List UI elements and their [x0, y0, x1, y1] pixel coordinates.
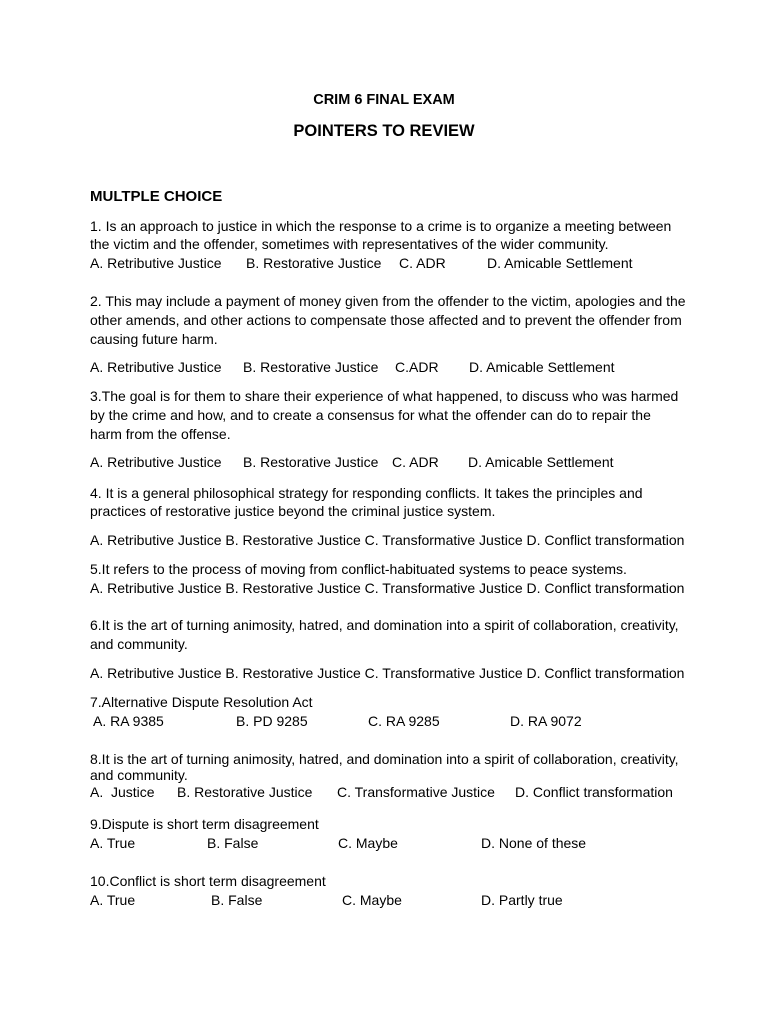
question-8-line-1: 8.It is the art of turning animosity, hatred, and domination into a spirit of collaboration, creativity,	[90, 751, 679, 767]
question-8-option-d: D. Conflict transformation	[515, 784, 673, 800]
question-3-option-b: B. Restorative Justice	[243, 454, 379, 470]
section-heading: MULTPLE CHOICE	[90, 188, 223, 205]
question-10-option-a: A. True	[90, 892, 136, 908]
question-10-line-1: 10.Conflict is short term disagreement	[90, 873, 326, 889]
question-10-option-b: B. False	[211, 892, 263, 908]
question-3-option-c: C. ADR	[392, 454, 439, 470]
question-2-option-b: B. Restorative Justice	[243, 359, 379, 375]
question-2-option-c: C.ADR	[395, 359, 439, 375]
question-10-option-c: C. Maybe	[342, 892, 402, 908]
question-7-option-a: A. RA 9385	[93, 713, 164, 729]
question-4-line-2: practices of restorative justice beyond the criminal justice system.	[90, 503, 496, 519]
question-1-option-b: B. Restorative Justice	[246, 255, 382, 271]
question-8-option-a: A. Justice	[90, 784, 155, 800]
question-7-option-c: C. RA 9285	[368, 713, 440, 729]
question-6-options: A. Retributive Justice B. Restorative Justice C. Transformative Justice D. Conflict transformation	[90, 665, 685, 681]
question-8-option-c: C. Transformative Justice	[337, 784, 495, 800]
page-title: POINTERS TO REVIEW	[293, 122, 475, 140]
question-2-option-a: A. Retributive Justice	[90, 359, 222, 375]
question-3-line-3: harm from the offense.	[90, 426, 231, 442]
question-5-line-1: 5.It refers to the process of moving from conflict-habituated systems to peace systems.	[90, 561, 627, 577]
question-2-line-2: other amends, and other actions to compensate those affected and to prevent the offender from	[90, 312, 682, 328]
question-1-line-2: the victim and the offender, sometimes with representatives of the wider community.	[90, 236, 609, 252]
question-9-option-d: D. None of these	[481, 835, 587, 851]
question-4-line-1: 4. It is a general philosophical strategy for responding conflicts. It takes the principles and	[90, 485, 643, 501]
question-1-line-1: 1. Is an approach to justice in which the response to a crime is to organize a meeting between	[90, 218, 672, 234]
question-1-option-d: D. Amicable Settlement	[487, 255, 633, 271]
question-3-option-a: A. Retributive Justice	[90, 454, 222, 470]
question-8-line-2: and community.	[90, 767, 188, 783]
question-9-option-c: C. Maybe	[338, 835, 398, 851]
question-5-options: A. Retributive Justice B. Restorative Justice C. Transformative Justice D. Conflict transformation	[90, 580, 685, 596]
question-1-option-a: A. Retributive Justice	[90, 255, 222, 271]
question-2-option-d: D. Amicable Settlement	[469, 359, 615, 375]
question-8-option-b: B. Restorative Justice	[177, 784, 313, 800]
question-4-options: A. Retributive Justice B. Restorative Justice C. Transformative Justice D. Conflict transformation	[90, 532, 685, 548]
question-7-option-d: D. RA 9072	[510, 713, 582, 729]
question-9-option-b: B. False	[207, 835, 259, 851]
question-10-option-d: D. Partly true	[481, 892, 563, 908]
question-9-line-1: 9.Dispute is short term disagreement	[90, 816, 319, 832]
question-7-line-1: 7.Alternative Dispute Resolution Act	[90, 694, 313, 710]
question-3-line-2: by the crime and how, and to create a consensus for what the offender can do to repair the	[90, 407, 651, 423]
question-7-option-b: B. PD 9285	[236, 713, 308, 729]
question-6-line-2: and community.	[90, 636, 188, 652]
question-3-option-d: D. Amicable Settlement	[468, 454, 614, 470]
question-1-option-c: C. ADR	[399, 255, 446, 271]
question-6-line-1: 6.It is the art of turning animosity, hatred, and domination into a spirit of collaboration, creativity,	[90, 617, 679, 633]
question-3-line-1: 3.The goal is for them to share their experience of what happened, to discuss who was harmed	[90, 388, 679, 404]
question-2-line-1: 2. This may include a payment of money given from the offender to the victim, apologies and the	[90, 293, 686, 309]
question-2-line-3: causing future harm.	[90, 331, 218, 347]
question-9-option-a: A. True	[90, 835, 136, 851]
exam-title: CRIM 6 FINAL EXAM	[313, 92, 455, 108]
